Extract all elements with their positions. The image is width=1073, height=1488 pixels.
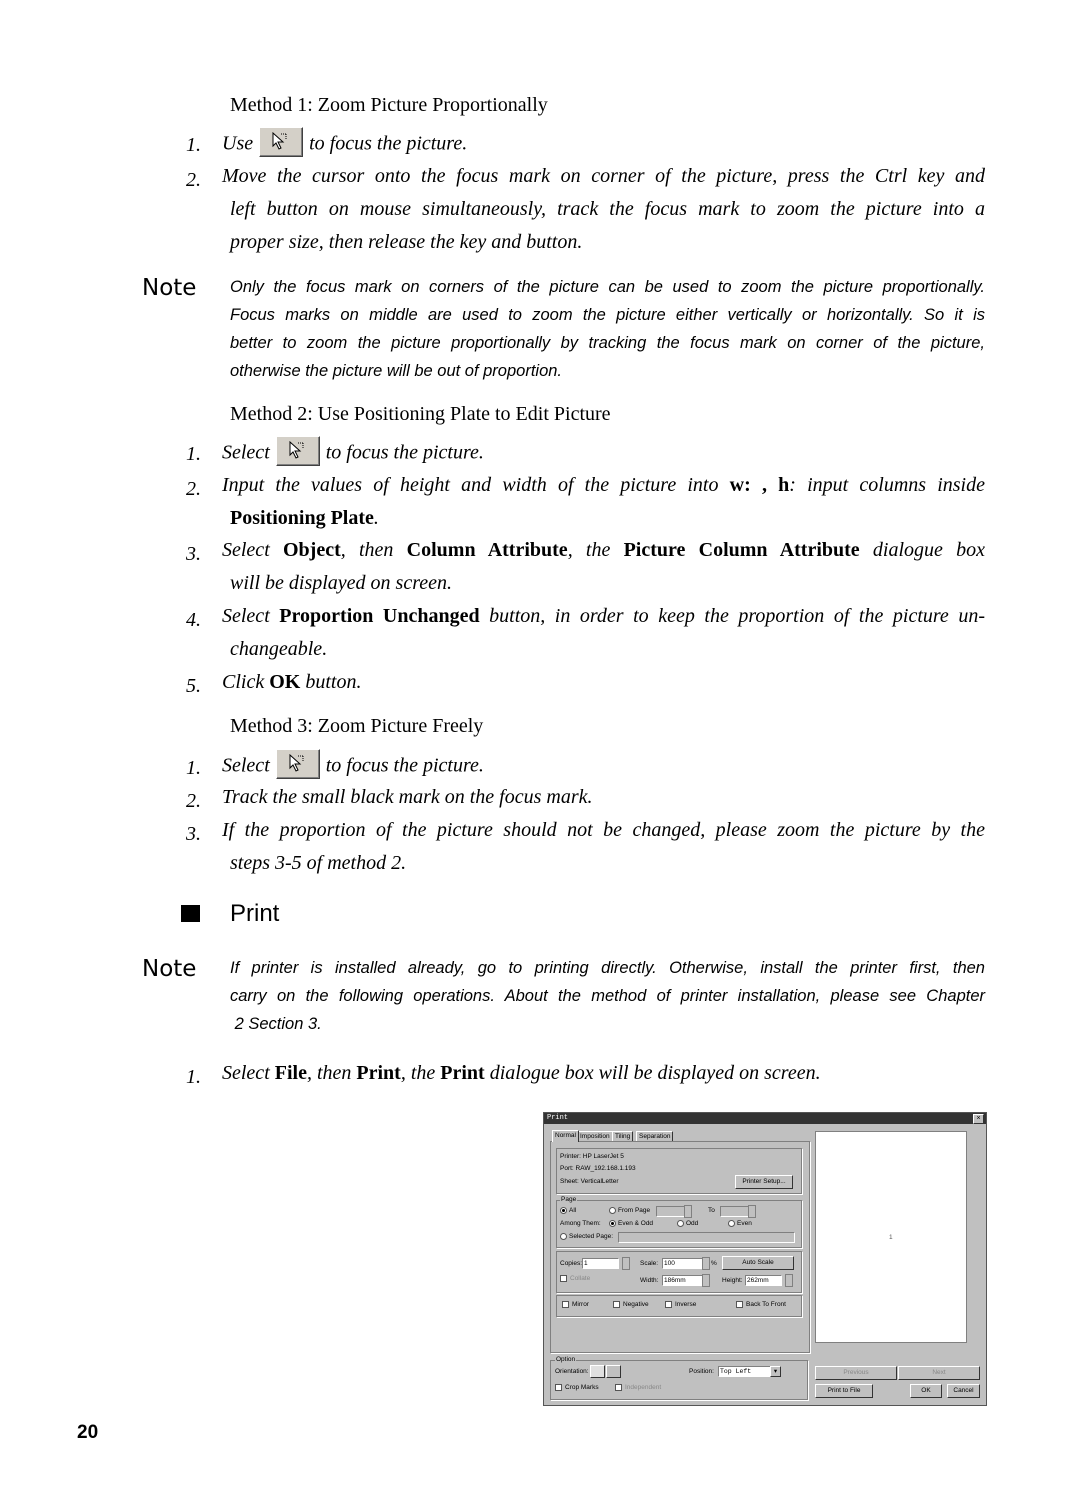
previous-button[interactable]: Previous — [815, 1366, 897, 1380]
ok-button[interactable]: OK — [910, 1384, 942, 1398]
section-bullet — [181, 905, 200, 922]
method2-step1 — [222, 439, 484, 469]
method2-heading: Method 2: Use Positioning Plate to Edit Picture — [230, 403, 611, 425]
step-number: 2. — [186, 169, 201, 191]
radio-off-icon — [728, 1220, 735, 1227]
tab-separation[interactable]: Separation — [636, 1131, 673, 1142]
checkbox-icon — [562, 1301, 569, 1308]
method1-step2-line3: proper size, then release the key and button. — [230, 231, 583, 253]
step-number: 5. — [186, 675, 201, 697]
landscape-icon[interactable] — [606, 1365, 621, 1378]
dialog-titlebar — [544, 1113, 986, 1124]
step-number: 3. — [186, 543, 201, 565]
method1-step2-line2: left button on mouse simultaneously, track the focus mark to zoom the picture into a — [230, 198, 985, 220]
spin-icon[interactable] — [702, 1274, 710, 1287]
negative-checkbox[interactable]: Negative — [613, 1301, 649, 1308]
portrait-icon[interactable] — [590, 1365, 605, 1378]
print-section-title: Print — [230, 900, 280, 927]
spin-icon[interactable] — [702, 1257, 710, 1270]
checkbox-icon — [665, 1301, 672, 1308]
spin-icon[interactable] — [622, 1257, 630, 1270]
orientation-label: Orientation: — [555, 1368, 589, 1375]
radio-on-icon — [609, 1220, 616, 1227]
collate-checkbox[interactable]: Collate — [560, 1275, 590, 1282]
spin-icon[interactable] — [684, 1205, 692, 1218]
method2-step4-line2: changeable. — [230, 638, 328, 660]
pointer-tool-button — [276, 749, 320, 779]
position-label: Position: — [689, 1368, 714, 1375]
step-text: Select — [222, 754, 270, 777]
note-label: Note — [142, 275, 197, 301]
percent-label: % — [711, 1260, 717, 1267]
method1-heading: Method 1: Zoom Picture Proportionally — [230, 94, 548, 116]
step-number: 1. — [186, 1066, 201, 1088]
scale-input[interactable]: 100 — [662, 1258, 703, 1269]
scale-label: Scale: — [640, 1260, 659, 1267]
back-to-front-checkbox[interactable]: Back To Front — [736, 1301, 786, 1308]
step-number: 3. — [186, 823, 201, 845]
crop-marks-checkbox[interactable]: Crop Marks — [555, 1384, 599, 1391]
step-number: 1. — [186, 134, 201, 156]
note2-line2: carry on the following operations. About the method of printer installation, please see Chapter — [230, 987, 985, 1005]
note1-line1: Only the focus mark on corners of the picture can be used to zoom the picture proportionally. — [230, 278, 985, 296]
from-page-input[interactable] — [656, 1206, 685, 1217]
note1-line3: better to zoom the picture proportionally by tracking the focus mark on corner of the picture, — [230, 334, 985, 352]
printer-name: Printer: HP LaserJet 5 — [560, 1153, 624, 1160]
checkbox-icon — [613, 1301, 620, 1308]
arrow-cursor-icon — [289, 441, 305, 459]
method2-step3-line2: will be displayed on screen. — [230, 572, 452, 594]
print-to-file-button[interactable]: Print to File — [815, 1384, 873, 1398]
step-text: to focus the picture. — [325, 441, 484, 464]
note-label: Note — [142, 956, 197, 982]
note1-line2: Focus marks on middle are used to zoom the picture either vertically or horizontally. So it is — [230, 306, 985, 324]
cancel-button[interactable]: Cancel — [947, 1384, 980, 1398]
sheet-size: Sheet: VerticalLetter — [560, 1178, 619, 1185]
step-number: 2. — [186, 790, 201, 812]
step-number: 4. — [186, 609, 201, 631]
spin-icon[interactable] — [748, 1205, 756, 1218]
note1-line4: otherwise the picture will be out of proportion. — [230, 362, 563, 380]
spin-icon[interactable] — [785, 1274, 793, 1287]
method2-step2-line1: Input the values of height and width of the picture into w: , h: input columns inside — [222, 474, 985, 496]
arrow-cursor-icon — [289, 754, 305, 772]
tab-normal[interactable]: Normal — [552, 1130, 579, 1142]
close-button[interactable]: × — [973, 1114, 984, 1124]
arrow-cursor-icon — [272, 132, 288, 150]
checkbox-icon — [560, 1275, 567, 1282]
step-text: to focus the picture. — [325, 754, 484, 777]
independent-checkbox[interactable]: Independent — [615, 1384, 661, 1391]
print-step1: Select File, then Print, the Print dialogue box will be displayed on screen. — [222, 1062, 821, 1084]
mirror-checkbox[interactable]: Mirror — [562, 1301, 589, 1308]
radio-even[interactable]: Even — [728, 1220, 752, 1227]
radio-all[interactable]: All — [560, 1207, 576, 1214]
method3-step2: Track the small black mark on the focus mark. — [222, 786, 593, 808]
to-page-input[interactable] — [720, 1206, 749, 1217]
copies-label: Copies: — [560, 1260, 583, 1267]
method3-step1 — [222, 752, 484, 782]
dialog-title: Print — [547, 1114, 569, 1122]
tab-tiling[interactable]: Tiling — [612, 1131, 633, 1142]
tab-imposition[interactable]: Imposition — [577, 1131, 613, 1142]
method2-step5: Click OK button. — [222, 671, 362, 693]
checkbox-icon — [615, 1384, 622, 1391]
radio-off-icon — [609, 1207, 616, 1214]
method2-step3-line1: Select Object, then Column Attribute, the Picture Column Attribute dialogue box — [222, 539, 986, 561]
print-dialog — [543, 1112, 987, 1406]
preview-page-number: 1 — [889, 1234, 893, 1241]
selected-page-input[interactable] — [618, 1232, 795, 1243]
among-them-label: Among Them: — [560, 1220, 601, 1227]
radio-selected-page[interactable]: Selected Page: — [560, 1233, 613, 1240]
method2-step2-line2: Positioning Plate. — [230, 507, 379, 529]
height-label: Height: — [722, 1277, 743, 1284]
page-number: 20 — [77, 1422, 99, 1443]
checkbox-icon — [555, 1384, 562, 1391]
position-select[interactable]: Top Left — [718, 1366, 781, 1377]
radio-even-odd[interactable]: Even & Odd — [609, 1220, 653, 1227]
radio-off-icon — [560, 1233, 567, 1240]
method2-step4-line1: Select Proportion Unchanged button, in order to keep the proportion of the picture un- — [222, 605, 986, 627]
radio-on-icon — [560, 1207, 567, 1214]
radio-odd[interactable]: Odd — [677, 1220, 698, 1227]
method3-step3-line1: If the proportion of the picture should not be changed, please zoom the picture by the — [222, 819, 985, 841]
width-input[interactable]: 186mm — [662, 1275, 703, 1286]
step-text: to focus the picture. — [309, 132, 468, 155]
method1-step1 — [222, 130, 467, 160]
radio-off-icon — [677, 1220, 684, 1227]
page-group-label: Page — [561, 1196, 577, 1203]
copies-input[interactable]: 1 — [582, 1258, 619, 1269]
next-button[interactable]: Next — [898, 1366, 980, 1380]
method3-heading: Method 3: Zoom Picture Freely — [230, 715, 484, 737]
method1-step2-line1: Move the cursor onto the focus mark on corner of the picture, press the Ctrl key and — [222, 165, 985, 187]
to-label: To — [708, 1207, 715, 1214]
printer-setup-button[interactable]: Printer Setup... — [735, 1175, 793, 1189]
inverse-checkbox[interactable]: Inverse — [665, 1301, 696, 1308]
note2-line3: 2 Section 3. — [230, 1015, 322, 1033]
chevron-down-icon[interactable]: ▾ — [770, 1366, 781, 1377]
step-number: 1. — [186, 443, 201, 465]
step-text: Use — [222, 132, 254, 155]
step-text: Select — [222, 441, 270, 464]
step-number: 1. — [186, 757, 201, 779]
auto-scale-button[interactable]: Auto Scale — [722, 1256, 794, 1270]
option-group-label: Option — [556, 1356, 576, 1363]
printer-port: Port: RAW_192.168.1.193 — [560, 1165, 636, 1172]
width-label: Width: — [640, 1277, 659, 1284]
pointer-tool-button — [259, 127, 303, 157]
note2-line1: If printer is installed already, go to printing directly. Otherwise, install the printer first, then — [230, 959, 985, 977]
radio-from-page[interactable]: From Page — [609, 1207, 650, 1214]
step-number: 2. — [186, 478, 201, 500]
method3-step3-line2: steps 3-5 of method 2. — [230, 852, 407, 874]
checkbox-icon — [736, 1301, 743, 1308]
print-preview — [815, 1131, 967, 1343]
pointer-tool-button — [276, 436, 320, 466]
height-input[interactable]: 262mm — [745, 1275, 782, 1286]
